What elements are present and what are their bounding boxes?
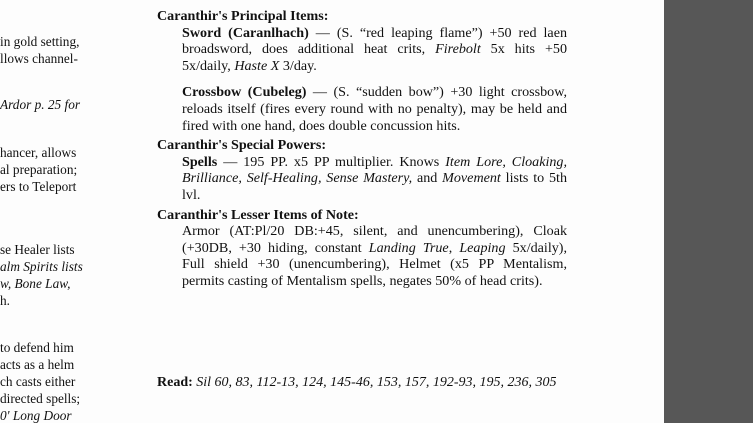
caranthir-entry [157,8,567,290]
movement-list: Movement [442,170,501,187]
sword-entry [182,25,567,75]
leaping-spell: Leaping [459,239,506,256]
left-text-line: llows channel- [0,51,78,66]
left-text-line: h. [0,293,10,308]
left-text-line: se Healer lists [0,242,75,257]
viewer-side-panel [664,0,753,423]
lesser-items-entry [182,223,567,289]
spells-text: — 195 PP. x5 PP multiplier. Knows [217,153,446,170]
left-column-fragment [0,0,92,423]
left-text-line: ch casts either [0,374,76,389]
crossbow-name: Crossbow (Cubeleg) [182,84,307,101]
haste-spell: Haste X [234,57,280,74]
crossbow-entry [182,84,567,134]
spells-text: and [412,170,443,187]
left-text-line: acts as a helm [0,357,75,372]
left-text-line: al preparation; [0,162,78,177]
spells-entry [182,154,567,204]
principal-items-heading: Caranthir's Principal Items: [157,8,329,24]
left-text-line: 0' Long Door [0,408,72,423]
lesser-text: , [448,239,460,256]
sword-text: — (S. “red leaping flame”) +50 red laen broadsword, does additional heat crits, [182,24,567,58]
lesser-items-heading: Caranthir's Lesser Items of Note: [157,206,359,223]
left-text-line: w, Bone Law, [0,276,71,291]
read-label: Read: [157,375,193,390]
lesser-text: 5x/daily), Full shield +30 (unencumbering), Helmet (x5 PP Mentalism, permits casting of Mentalism spells, negates 50% of head crits). [182,239,568,289]
landing-true-spell: Landing True [368,239,449,256]
left-text-line: Ardor p. 25 for [0,97,81,112]
read-references [157,375,557,391]
left-text-line: hancer, allows [0,145,77,160]
left-text-line: alm Spirits lists [0,259,83,274]
spell-lists: Item Lore, Cloaking, Brilliance, Self-Healing, Sense Mastery, [182,153,567,187]
firebolt-spell: Firebolt [435,41,481,58]
read-refs: Sil 60, 83, 112-13, 124, 145-46, 153, 157, 192-93, 195, 236, 305 [196,375,557,390]
spells-label: Spells [182,153,218,170]
sword-name: Sword (Caranlhach) [182,24,309,41]
crossbow-text: — (S. “sudden bow”) +30 light crossbow, reloads itself (fires every round with no penalty), may be held and fired with one hand, does double concussion hits. [182,84,568,134]
left-text-line: in gold setting, [0,34,80,49]
left-text-line: ers to Teleport [0,179,77,194]
sword-text: 3/day. [279,57,317,74]
left-text-line: to defend him [0,340,74,355]
spells-text: lists to 5th lvl. [182,170,567,203]
sword-text: 5x hits +50 5x/daily, [182,41,568,74]
left-text-line: directed spells; [0,391,81,406]
special-powers-heading: Caranthir's Special Powers: [157,137,327,154]
lesser-text: Armor (AT:Pl/20 DB:+45, silent, and unencumbering), Cloak (+30DB, +30 hiding, constant [182,223,567,256]
